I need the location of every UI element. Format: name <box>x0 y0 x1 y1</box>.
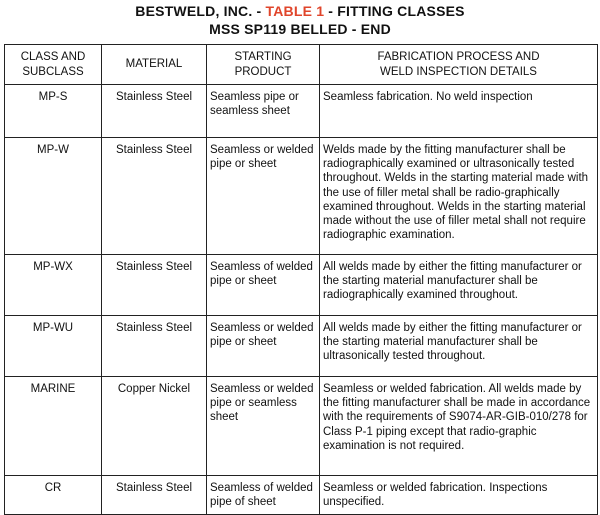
cell-details: Seamless fabrication. No weld inspection <box>320 85 598 138</box>
document-title <box>0 3 600 20</box>
cell-details: All welds made by either the fitting manufacturer or the starting material manufacturer shall be radiographically examined throughout. <box>320 255 598 316</box>
cell-material: Stainless Steel <box>102 316 207 377</box>
cell-details: Welds made by the fitting manufacturer shall be radiographically examined or ultrasonically tested throughout. Welds in the starting material made with the use of filler metal shall be radio-graphically examined throughout. Welds in the starting material made without the use of filler metal shall not require radiographic examination. <box>320 138 598 255</box>
cell-product: Seamless or welded pipe or sheet <box>207 138 320 255</box>
cell-class: MP-W <box>5 138 102 255</box>
cell-product: Seamless pipe or seamless sheet <box>207 85 320 138</box>
cell-class: CR <box>5 476 102 515</box>
title-table-number: TABLE 1 <box>265 3 325 19</box>
document-subtitle: MSS SP119 BELLED - END <box>209 21 391 37</box>
cell-product: Seamless of welded pipe of sheet <box>207 476 320 515</box>
cell-material: Stainless Steel <box>102 255 207 316</box>
header-class: CLASS AND SUBCLASS <box>5 45 102 85</box>
header-fabrication-details: FABRICATION PROCESS AND WELD INSPECTION DETAILS <box>320 45 598 85</box>
header-material: MATERIAL <box>102 45 207 85</box>
table-row <box>5 377 598 476</box>
header-starting-product: STARTING PRODUCT <box>207 45 320 85</box>
cell-material: Stainless Steel <box>102 138 207 255</box>
cell-material: Copper Nickel <box>102 377 207 476</box>
table-row <box>5 476 598 515</box>
cell-product: Seamless or welded pipe or seamless sheet <box>207 377 320 476</box>
title-company: BESTWELD, INC. - <box>135 3 266 19</box>
table-row <box>5 85 598 138</box>
table-row <box>5 255 598 316</box>
cell-class: MP-S <box>5 85 102 138</box>
cell-class: MP-WU <box>5 316 102 377</box>
table-header-row <box>5 45 598 85</box>
cell-details: Seamless or welded fabrication. Inspections unspecified. <box>320 476 598 515</box>
cell-material: Stainless Steel <box>102 85 207 138</box>
fitting-classes-table <box>4 44 598 515</box>
table-row <box>5 138 598 255</box>
cell-class: MP-WX <box>5 255 102 316</box>
cell-product: Seamless of welded pipe or sheet <box>207 255 320 316</box>
cell-class: MARINE <box>5 377 102 476</box>
cell-material: Stainless Steel <box>102 476 207 515</box>
cell-details: All welds made by either the fitting manufacturer or the starting material manufacturer shall be ultrasonically tested throughout. <box>320 316 598 377</box>
table-row <box>5 316 598 377</box>
cell-product: Seamless or welded pipe or sheet <box>207 316 320 377</box>
cell-details: Seamless or welded fabrication. All welds made by the fitting manufacturer shall be made in accordance with the requirements of S9074-AR-GIB-010/278 for Class P-1 piping except that radio-graphic examination is not required. <box>320 377 598 476</box>
title-table-name: - FITTING CLASSES <box>324 3 465 19</box>
